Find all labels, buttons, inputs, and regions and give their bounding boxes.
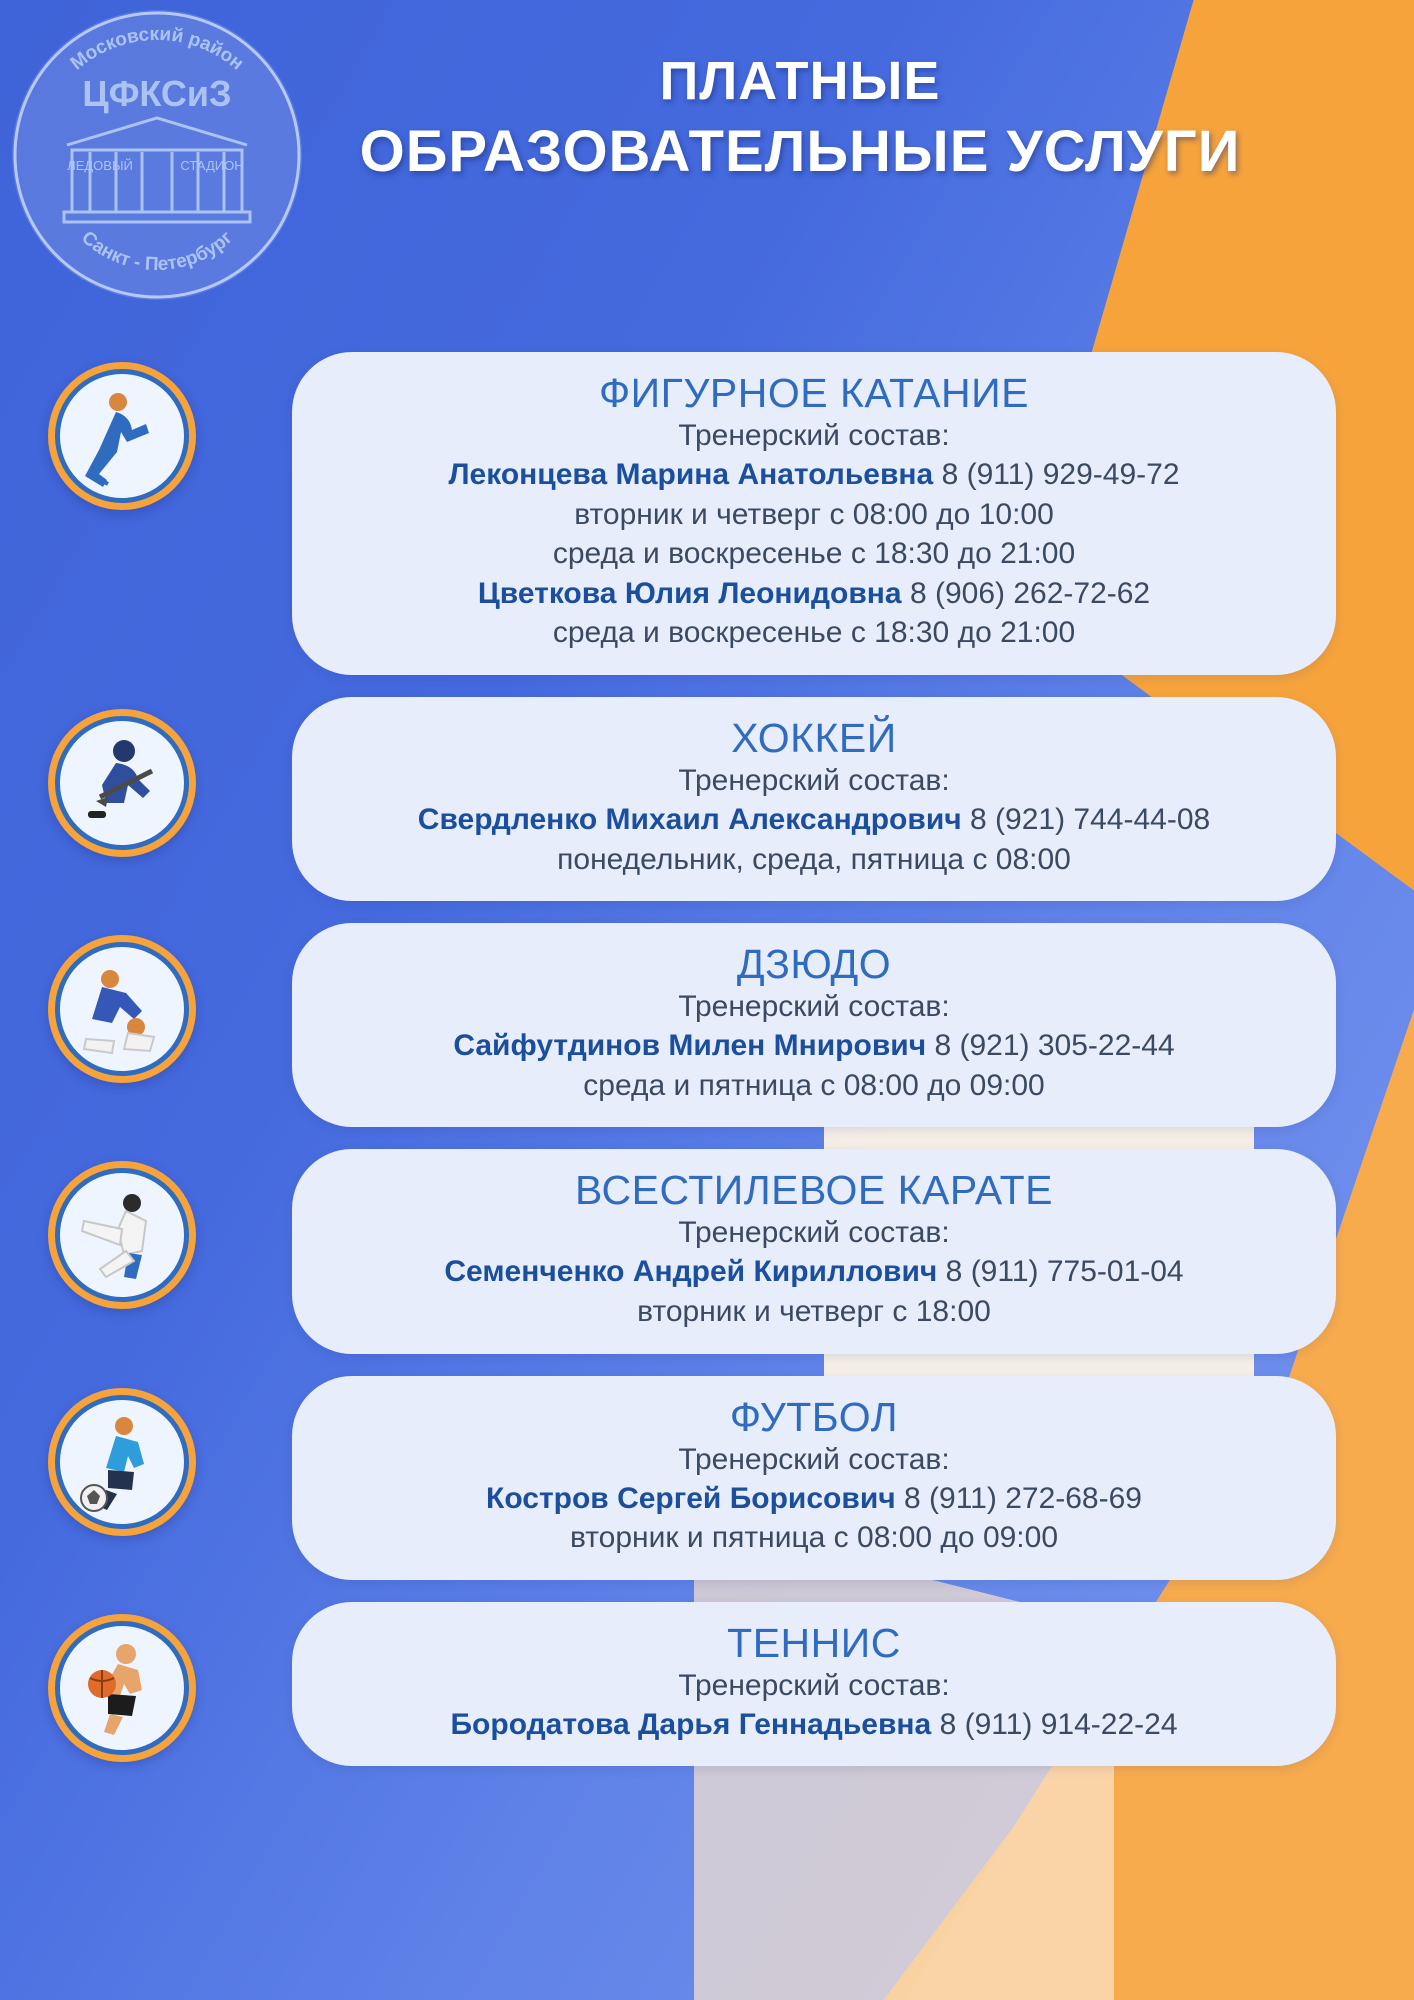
coach-entry [338,1479,1290,1519]
logo-bottom-text: Санкт - Петербург [77,227,237,276]
service-badge [48,1388,196,1536]
service-title: ДЗЮДО [736,941,892,988]
coach-entry [338,1026,1290,1066]
page-title [230,48,1370,188]
logo-building-left-text: ЛЕДОВЫЙ [67,158,133,173]
coach-name: Семенченко Андрей Кириллович [444,1255,938,1289]
service-row [0,352,1414,675]
coach-entry [338,1252,1290,1292]
coach-phone[interactable]: 8 (911) 929-49-72 [941,458,1180,491]
schedule-line: вторник и четверг с 08:00 до 10:00 [574,497,1054,531]
coach-phone[interactable]: 8 (911) 272-68-69 [904,1481,1142,1515]
coaches-label: Тренерский состав: [678,1216,950,1250]
service-title: ВСЕСТИЛЕВОЕ КАРАТЕ [575,1167,1053,1214]
service-card[interactable] [292,1376,1336,1580]
football-icon [55,1395,189,1529]
schedule-line: вторник и четверг с 18:00 [637,1294,991,1328]
logo-abbreviation: ЦФКСиЗ [82,73,232,114]
service-card[interactable] [292,697,1336,901]
coach-phone[interactable]: 8 (911) 914-22-24 [939,1707,1178,1741]
coach-name: Цветкова Юлия Леонидовна [477,576,902,610]
coach-name: Костров Сергей Борисович [486,1481,896,1515]
service-card[interactable] [292,1149,1336,1353]
coach-entry [338,455,1290,495]
service-title: ТЕННИС [727,1619,901,1666]
svg-text:Санкт - Петербург [77,227,236,275]
logo-top-text: Московский район [66,23,248,75]
service-badge [48,709,196,857]
page-title-line2: ОБРАЗОВАТЕЛЬНЫЕ УСЛУГИ [359,118,1241,184]
coach-phone[interactable]: 8 (921) 744-44-08 [970,802,1211,836]
logo-building-right-text: СТАДИОН [180,158,244,173]
service-row [0,1376,1414,1580]
service-card[interactable] [292,352,1336,675]
tennis-icon [55,1621,189,1755]
schedule-line: среда и воскресенье с 18:30 до 21:00 [552,616,1076,650]
svg-text:Московский район [67,24,248,75]
service-card[interactable] [292,923,1336,1127]
service-title: ФУТБОЛ [729,1393,899,1440]
coaches-label: Тренерский состав: [678,419,950,452]
service-row [0,1602,1414,1767]
coaches-label: Тренерский состав: [678,1442,950,1476]
service-row [0,697,1414,901]
schedule-line: понедельник, среда, пятница с 08:00 [557,842,1071,876]
schedule-line: среда и воскресенье с 18:30 до 21:00 [552,537,1076,571]
karate-icon [55,1168,189,1302]
service-card[interactable] [292,1602,1336,1767]
coach-entry [338,800,1290,840]
service-badge [48,1614,196,1762]
judo-icon [55,942,189,1076]
service-row [0,923,1414,1127]
coaches-label: Тренерский состав: [678,763,950,797]
schedule-line: среда и пятница с 08:00 до 09:00 [583,1068,1045,1102]
coach-phone[interactable]: 8 (911) 775-01-04 [945,1255,1184,1289]
hockey-icon [55,716,189,850]
service-badge [48,362,196,510]
coach-phone[interactable]: 8 (906) 262-72-62 [909,576,1151,610]
schedule-line: вторник и пятница с 08:00 до 09:00 [569,1521,1059,1555]
coach-name: Бородатова Дарья Геннадьевна [450,1707,932,1741]
service-title: ХОККЕЙ [731,714,897,761]
coach-name: Свердленко Михаил Александрович [417,802,962,836]
coach-phone[interactable]: 8 (921) 305-22-44 [934,1029,1175,1063]
figure-skating-icon [55,369,189,503]
service-title: ФИГУРНОЕ КАТАНИЕ [599,370,1029,416]
page-title-line1: ПЛАТНЫЕ [659,51,941,111]
service-row [0,1149,1414,1353]
coach-entry [338,1705,1290,1745]
coaches-label: Тренерский состав: [678,1668,950,1702]
service-badge [48,935,196,1083]
services-list [0,352,1414,1788]
coach-entry [338,574,1290,614]
coach-name: Сайфутдинов Милен Мнирович [453,1029,927,1063]
coaches-label: Тренерский состав: [678,990,950,1024]
service-badge [48,1161,196,1309]
coach-name: Леконцева Марина Анатольевна [448,458,934,491]
